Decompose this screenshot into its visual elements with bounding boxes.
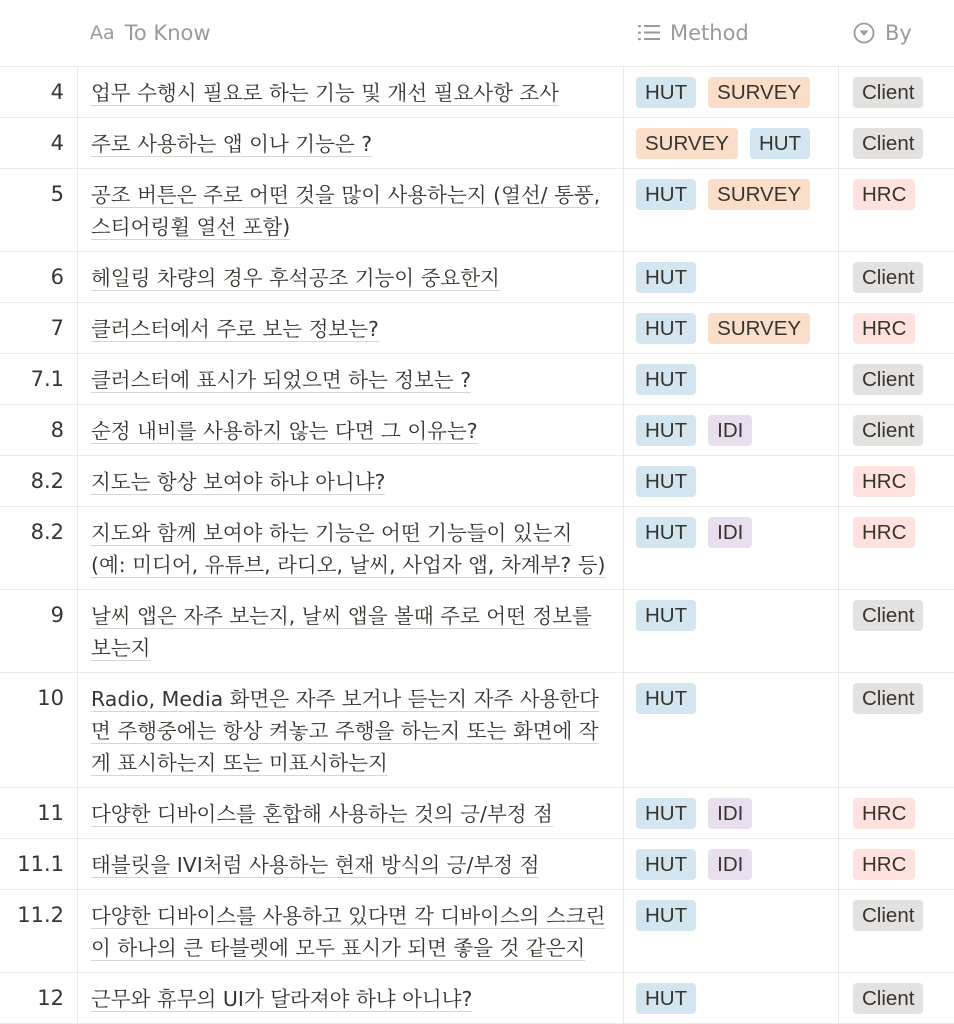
row-method-cell[interactable]	[624, 456, 839, 506]
method-tag: HUT	[636, 600, 696, 631]
select-circle-icon	[853, 22, 875, 44]
row-by-cell[interactable]	[839, 788, 954, 838]
by-tag: Client	[853, 128, 923, 159]
row-method-cell[interactable]	[624, 354, 839, 404]
method-tag: IDI	[708, 798, 752, 829]
by-tag: Client	[853, 983, 923, 1014]
table-row[interactable]	[0, 354, 954, 405]
header-to-know-label: To Know	[124, 21, 211, 45]
text-property-icon: Aa	[90, 22, 115, 44]
row-by-cell[interactable]	[839, 67, 954, 117]
by-tag: Client	[853, 262, 923, 293]
row-number: 11.2	[0, 890, 78, 972]
row-title-cell[interactable]	[78, 973, 624, 1023]
row-by-cell[interactable]	[839, 354, 954, 404]
row-title-cell[interactable]	[78, 673, 624, 787]
by-tag: HRC	[853, 517, 915, 548]
method-tag: HUT	[636, 983, 696, 1014]
table-row[interactable]	[0, 118, 954, 169]
header-number-column	[0, 0, 78, 66]
row-number: 8	[0, 405, 78, 455]
by-tag: Client	[853, 900, 923, 931]
row-number: 4	[0, 67, 78, 117]
method-tag: IDI	[708, 849, 752, 880]
row-number: 9	[0, 590, 78, 672]
row-title-link[interactable]: 헤일링 차량의 경우 후석공조 기능이 중요한지	[91, 266, 500, 290]
row-number: 6	[0, 252, 78, 302]
table-row[interactable]	[0, 405, 954, 456]
row-title-link[interactable]: 날씨 앱은 자주 보는지, 날씨 앱을 볼때 주로 어떤 정보를 보는지	[91, 604, 592, 660]
row-title-link[interactable]: 클러스터에 표시가 되었으면 하는 정보는 ?	[91, 368, 472, 392]
method-tag: HUT	[636, 415, 696, 446]
row-title-link[interactable]: 다양한 디바이스를 혼합해 사용하는 것의 긍/부정 점	[91, 802, 553, 826]
method-tag: SURVEY	[708, 77, 810, 108]
header-to-know[interactable]	[78, 0, 624, 66]
row-title-cell[interactable]	[78, 118, 624, 168]
row-title-cell[interactable]	[78, 590, 624, 672]
row-number: 12	[0, 973, 78, 1023]
row-by-cell[interactable]	[839, 303, 954, 353]
row-by-cell[interactable]	[839, 890, 954, 972]
table-row[interactable]	[0, 590, 954, 673]
row-by-cell[interactable]	[839, 973, 954, 1023]
row-method-cell[interactable]	[624, 118, 839, 168]
table-row[interactable]	[0, 303, 954, 354]
row-number: 7.1	[0, 354, 78, 404]
row-method-cell[interactable]	[624, 252, 839, 302]
row-title-cell[interactable]	[78, 169, 624, 251]
row-title-cell[interactable]	[78, 890, 624, 972]
table-row[interactable]	[0, 890, 954, 973]
row-by-cell[interactable]	[839, 839, 954, 889]
row-method-cell[interactable]	[624, 405, 839, 455]
header-by-label: By	[885, 21, 912, 45]
row-by-cell[interactable]	[839, 590, 954, 672]
method-tag: HUT	[636, 849, 696, 880]
table-header	[0, 0, 954, 67]
row-title-link[interactable]: 주로 사용하는 앱 이나 기능은 ?	[91, 132, 373, 156]
row-title-link[interactable]: 다양한 디바이스를 사용하고 있다면 각 디바이스의 스크린이 하나의 큰 타블렛에 모두 표시가 되면 좋을 것 같은지	[91, 904, 606, 960]
method-tag: HUT	[636, 179, 696, 210]
method-tag: SURVEY	[708, 313, 810, 344]
method-tag: HUT	[636, 683, 696, 714]
row-method-cell[interactable]	[624, 673, 839, 787]
row-title-link[interactable]: 지도는 항상 보여야 하냐 아니냐?	[91, 470, 386, 494]
row-method-cell[interactable]	[624, 973, 839, 1023]
row-method-cell[interactable]	[624, 169, 839, 251]
row-title-cell[interactable]	[78, 67, 624, 117]
by-tag: HRC	[853, 313, 915, 344]
by-tag: HRC	[853, 466, 915, 497]
method-tag: HUT	[636, 900, 696, 931]
row-title-cell[interactable]	[78, 252, 624, 302]
method-tag: HUT	[636, 798, 696, 829]
row-by-cell[interactable]	[839, 507, 954, 589]
method-tag: SURVEY	[708, 179, 810, 210]
by-tag: HRC	[853, 179, 915, 210]
row-title-cell[interactable]	[78, 405, 624, 455]
row-title-link[interactable]: 업무 수행시 필요로 하는 기능 및 개선 필요사항 조사	[91, 81, 559, 105]
method-tag: HUT	[636, 517, 696, 548]
row-number: 8.2	[0, 456, 78, 506]
row-method-cell[interactable]	[624, 590, 839, 672]
row-title-cell[interactable]	[78, 354, 624, 404]
row-title-cell[interactable]	[78, 507, 624, 589]
table-row[interactable]	[0, 169, 954, 252]
row-title-link[interactable]: 순정 내비를 사용하지 않는 다면 그 이유는?	[91, 419, 478, 443]
method-tag: HUT	[636, 313, 696, 344]
method-tag: HUT	[636, 364, 696, 395]
row-number: 4	[0, 118, 78, 168]
row-method-cell[interactable]	[624, 303, 839, 353]
row-number: 5	[0, 169, 78, 251]
row-title-link[interactable]: 태블릿을 IVI처럼 사용하는 현재 방식의 긍/부정 점	[91, 853, 540, 877]
row-title-link[interactable]: Radio, Media 화면은 자주 보거나 듣는지 자주 사용한다면 주행중에는 항상 켜놓고 주행을 하는지 또는 화면에 작게 표시하는지 또는 미표시하는지	[91, 687, 599, 775]
row-method-cell[interactable]	[624, 507, 839, 589]
method-tag: IDI	[708, 517, 752, 548]
row-number: 7	[0, 303, 78, 353]
row-method-cell[interactable]	[624, 839, 839, 889]
row-method-cell[interactable]	[624, 67, 839, 117]
row-title-cell[interactable]	[78, 839, 624, 889]
by-tag: Client	[853, 77, 923, 108]
row-title-link[interactable]: 클러스터에서 주로 보는 정보는?	[91, 317, 379, 341]
row-by-cell[interactable]	[839, 673, 954, 787]
method-tag: SURVEY	[636, 128, 738, 159]
method-tag: HUT	[636, 77, 696, 108]
row-method-cell[interactable]	[624, 890, 839, 972]
row-by-cell[interactable]	[839, 456, 954, 506]
list-icon	[638, 24, 660, 42]
header-method-label: Method	[670, 21, 749, 45]
row-method-cell[interactable]	[624, 788, 839, 838]
by-tag: HRC	[853, 849, 915, 880]
table-row[interactable]	[0, 507, 954, 590]
header-method[interactable]	[624, 0, 839, 66]
table-row[interactable]	[0, 973, 954, 1024]
row-number: 11	[0, 788, 78, 838]
by-tag: Client	[853, 683, 923, 714]
table-row[interactable]	[0, 788, 954, 839]
method-tag: HUT	[636, 262, 696, 293]
method-tag: IDI	[708, 415, 752, 446]
table-row[interactable]	[0, 252, 954, 303]
table-row[interactable]	[0, 67, 954, 118]
row-number: 10	[0, 673, 78, 787]
row-title-link[interactable]: 공조 버튼은 주로 어떤 것을 많이 사용하는지 (열선/ 통풍, 스티어링휠 열선 포함)	[91, 183, 601, 239]
row-title-cell[interactable]	[78, 303, 624, 353]
by-tag: Client	[853, 415, 923, 446]
by-tag: Client	[853, 600, 923, 631]
method-tag: HUT	[636, 466, 696, 497]
row-number: 11.1	[0, 839, 78, 889]
row-by-cell[interactable]	[839, 405, 954, 455]
row-title-cell[interactable]	[78, 788, 624, 838]
table-row[interactable]	[0, 673, 954, 788]
row-title-link[interactable]: 지도와 함께 보여야 하는 기능은 어떤 기능들이 있는지 (예: 미디어, 유튜브, 라디오, 날씨, 사업자 앱, 차계부? 등)	[91, 521, 606, 577]
row-title-cell[interactable]	[78, 456, 624, 506]
row-by-cell[interactable]	[839, 169, 954, 251]
table-body	[0, 67, 954, 1024]
table-row[interactable]	[0, 839, 954, 890]
by-tag: HRC	[853, 798, 915, 829]
method-tag: HUT	[750, 128, 810, 159]
by-tag: Client	[853, 364, 923, 395]
header-by[interactable]	[839, 0, 954, 66]
row-number: 8.2	[0, 507, 78, 589]
table-row[interactable]	[0, 456, 954, 507]
row-by-cell[interactable]	[839, 252, 954, 302]
row-title-link[interactable]: 근무와 휴무의 UI가 달라져야 하냐 아니냐?	[91, 987, 473, 1011]
row-by-cell[interactable]	[839, 118, 954, 168]
